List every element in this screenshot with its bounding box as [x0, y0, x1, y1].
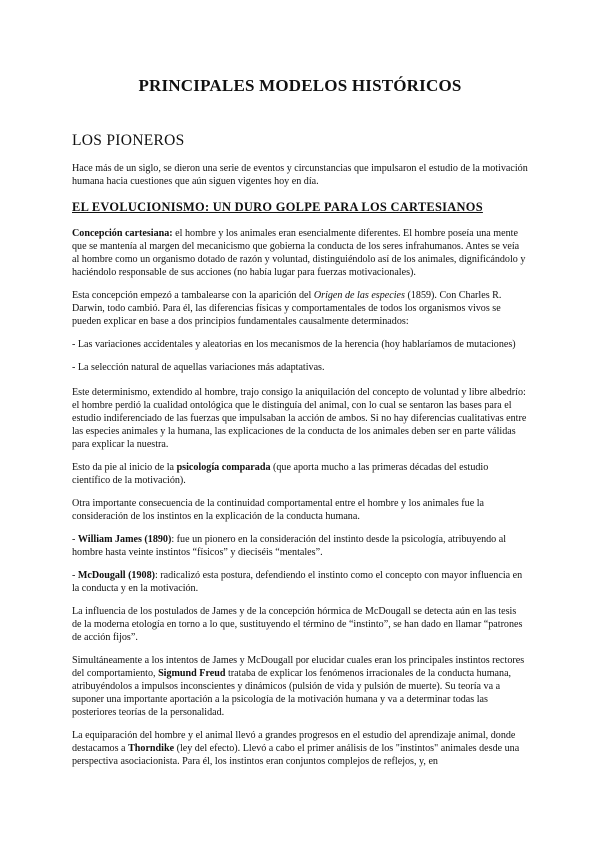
term-freud: Sigmund Freud [158, 668, 226, 679]
paragraph-cartesian: Concepción cartesiana: el hombre y los animales eran esencialmente diferentes. El hombre poseía una mente que se mantenía al margen del mecanicismo que gobierna la conducta de los seres infrahumanos. Antes se veía al hombre como un organismo dotado de razón y voluntad, distinguiéndolo así de los animales, dignificándolo y haciéndolo responsable de sus acciones (no había lugar para fuerzas motivacionales). [72, 228, 526, 278]
paragraph-ethology: La influencia de los postulados de James y de la concepción hórmica de McDougall se detecta aún en las tesis de la moderna etología en torno a lo que, sustituyendo el término de “instinto”, se han dado en llamar “patrones de acción fijos”. [72, 606, 523, 643]
paragraph-comparative: Esto da pie al inicio de la psicología comparada (que aporta mucho a las primeras décadas del estudio científico de la motivación). [72, 462, 489, 486]
paragraph-instincts: Otra importante consecuencia de la continuidad comportamental entre el hombre y los animales fue la consideración de los instintos en la explicación de la conducta humana. [72, 498, 485, 522]
paragraph-determinism: Este determinismo, extendido al hombre, trajo consigo la aniquilación del concepto de voluntad y libre albedrío: el hombre perdió la cualidad ontológica que le distinguía del animal, con lo cual se sentaron las bases para el estudio indiferenciado de las fuerzas que impulsaban la acción de ambos. Si no hay diferencias cualitativas entre las especies animales y la humana, las explicaciones de la conducta de los animales deben ser en parte válidas para explicar la nuestra. [72, 387, 527, 450]
term-william-james: William James (1890) [77, 534, 172, 545]
list-item: - La selección natural de aquellas variaciones más adaptativas. [72, 362, 325, 373]
list-item: - Las variaciones accidentales y aleatorias en los mecanismos de la herencia (hoy hablaríamos de mutaciones) [72, 339, 516, 350]
term-thorndike: Thorndike [128, 743, 175, 754]
page-title: PRINCIPALES MODELOS HISTÓRICOS [138, 76, 462, 95]
intro-paragraph: Hace más de un siglo, se dieron una serie de eventos y circunstancias que impulsaron el estudio de la motivación humana hacia cuestiones que aún siguen vigentes hoy en día. [72, 163, 528, 187]
paragraph-freud: Simultáneamente a los intentos de James y McDougall por elucidar cuales eran los principales instintos rectores del comportamiento, Sigmund Freud trataba de explicar los fenómenos irracionales de la conducta humana, atribuyéndolos a impulsos inconscientes y dinámicos (pulsión de vida y pulsión de muerte). Su teoría va a suponer una importante aportación a la psicología de la motivación humana y va a determinar todas las posteriores teorías de la personalidad. [72, 655, 525, 718]
subsection-heading: EL EVOLUCIONISMO: UN DURO GOLPE PARA LOS CARTESIANOS [72, 200, 483, 214]
term-mcdougall: McDougall (1908) [77, 570, 155, 581]
term-comparative-psychology: psicología comparada [176, 462, 271, 473]
section-heading: LOS PIONEROS [72, 132, 185, 149]
paragraph-thorndike: La equiparación del hombre y el animal llevó a grandes progresos en el estudio del aprendizaje animal, donde destacamos a Thorndike (ley del efecto). Llevó a cabo el primer análisis de los "instintos" animales desde una perspectiva asociacionista. Para él, los instintos eran conjuntos complejos de reflejos, y, en [72, 730, 520, 767]
paragraph-darwin: Esta concepción empezó a tambalearse con la aparición del Origen de las especies (1859). Con Charles R. Darwin, todo cambió. Para él, las diferencias físicas y comportamentales de todos los organismos vivos se pueden explicar en base a dos principios fundamentales causalmente determinados: [72, 290, 502, 327]
paragraph-mcdougall: - McDougall (1908): radicalizó esta postura, defendiendo el instinto como el concepto con mayor influencia en la conducta y en la motivación. [72, 570, 523, 594]
term-cartesian: Concepción cartesiana: [72, 228, 173, 239]
paragraph-james: - William James (1890): fue un pionero en la consideración del instinto desde la psicología, atribuyendo al hombre hasta veinte instintos “físicos” y dieciséis “mentales”. [72, 534, 507, 558]
book-title: Origen de las especies [313, 290, 405, 301]
